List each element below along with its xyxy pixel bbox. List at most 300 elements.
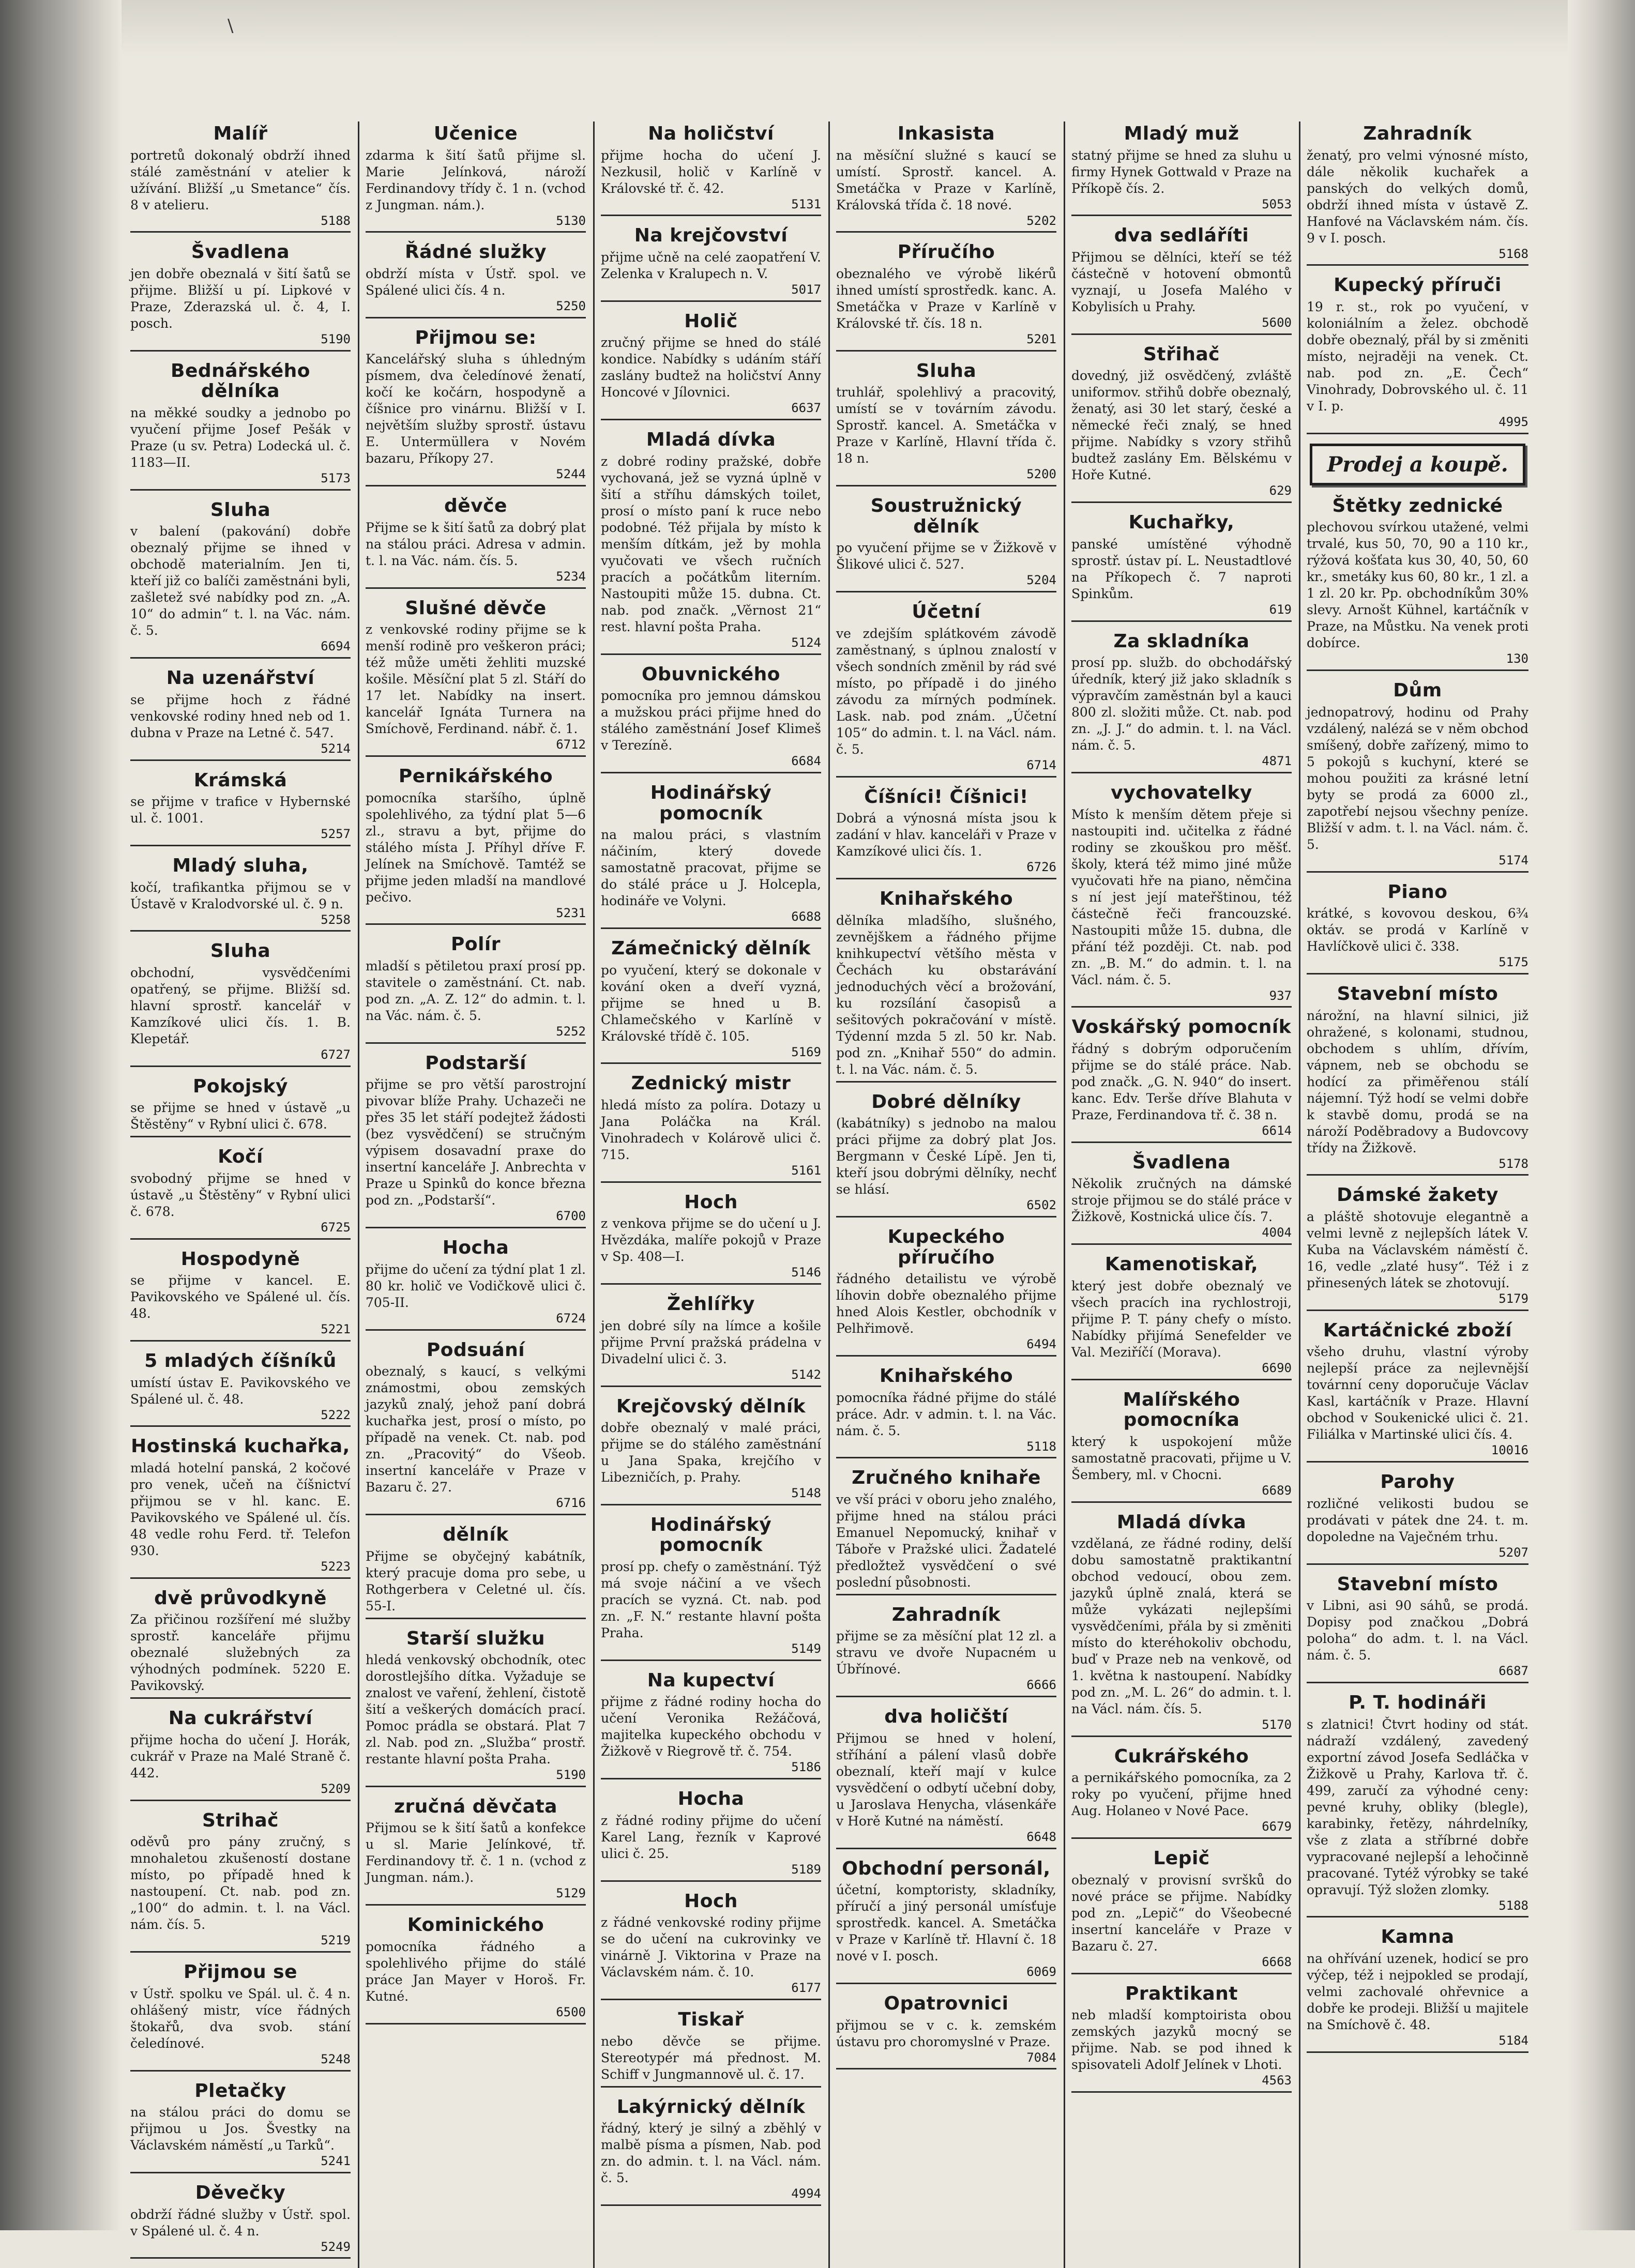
ad-text: v Ústř. spolku ve Spál. ul. č. 4 n. ohlášený mistr, více řádných štokařů, dva svob. stání čeledínové. (130, 1986, 351, 2051)
ad-code: 5204 (1026, 573, 1056, 588)
classified-ad (1307, 1472, 1528, 1564)
column-4 (830, 121, 1065, 2268)
ad-text: na stálou práci do domu se přijmou u Jos. Švestky na Václavském náměstí „u Tarků“. (130, 2105, 351, 2153)
column-3 (595, 121, 830, 2268)
ad-title: Stavební místo (1337, 983, 1498, 1004)
ad-code: 6716 (556, 1496, 586, 1511)
ad-code: 5209 (321, 1782, 351, 1797)
classified-ad (366, 1628, 586, 1787)
classified-ad (130, 500, 351, 659)
ad-text: obeznalého ve výrobě likérů ihned umístí sprostředk. kanc. A. Smetáčka v Praze v Karlíně v Královské tř. čís. 18 n. (836, 266, 1056, 331)
ad-code: 6679 (1262, 1819, 1292, 1834)
ad-text: ženatý, pro velmi výnosné místo, dále několik kuchařek a panských do velkých domů, obdrží ihned místa v ústavě Z. Hanfové na Václavském nám. čís. 9 v I. posch. (1307, 147, 1528, 246)
classified-ad (1071, 1017, 1292, 1143)
ad-code: 5053 (1262, 196, 1292, 211)
classified-ad (601, 2010, 821, 2088)
classified-ad (836, 1859, 1056, 1984)
ad-title: Děvečky (195, 2182, 286, 2204)
ad-code: 5221 (321, 1322, 351, 1337)
ad-code: 5188 (1498, 1898, 1528, 1913)
classified-ad (1307, 1574, 1528, 1683)
ad-text: obdrží řádné služby v Ústř. spol. v Spálené ul. č. 4 n. (130, 2206, 351, 2239)
ad-code: 6700 (556, 1209, 586, 1224)
ad-title: 5 mladých číšníků (144, 1350, 337, 1372)
ad-title: Malířského pomocníka (1123, 1389, 1240, 1431)
ad-text: jen dobře obeznalá v šití šatů se přijme. Bližší u pí. Lipkové v Praze, Zderazská ul. č. 4, I. posch. (130, 266, 351, 331)
classified-ad (601, 2097, 821, 2206)
ad-code: 5184 (1498, 2033, 1528, 2048)
ad-text: svobodný přijme se hned v ústavě „u Štěstěny“ v Rybní ulici č. 678. (130, 1170, 351, 1219)
ad-text: zdarma k šití šatů přijme sl. Marie Jelínková, nároží Ferdinandovy třídy č. 1 n. (vchod z Jungman. nám.). (366, 147, 586, 212)
ad-title: zručná děvčata (394, 1795, 557, 1817)
ad-text: přijme se za měsíční plat 12 zl. a stravu ve dvoře Nupacném u Úbřínové. (836, 1628, 1056, 1677)
ad-text: plechovou svírkou utažené, velmi trvalé, kus 50, 70, 90 a 110 kr., rýžová košťata kus 30, 40, 50, 60 kr., smetáky kus 60, 80 kr., 1 zl. a 1 zl. 20 kr. Pp. obchodníkům 30% slevy. Arnošt Kühnel, kartáčník v Praze, na Můstku. Na venek proti dobírce. (1307, 520, 1528, 651)
classified-ad (130, 1351, 351, 1427)
ad-text: (kabátníky) s jednobo na malou práci přijme za dobrý plat Jos. Bergmann v České Lípě. Jen ti, kteří jsou dobrými dělníky, nechť se hlásí. (836, 1116, 1056, 1197)
ad-title: Na krejčovství (634, 225, 788, 247)
ad-title: Krejčovský dělník (616, 1395, 806, 1417)
classified-ad (836, 1092, 1056, 1217)
ad-title: Pokojský (193, 1075, 288, 1097)
classified-ad (366, 1915, 586, 2024)
ad-code: 5257 (321, 827, 351, 842)
ad-code: 5129 (556, 1886, 586, 1901)
classified-ad (1307, 1185, 1528, 1311)
ad-title: Na cukrářství (168, 1708, 313, 1729)
ad-code: 6725 (321, 1220, 351, 1235)
ad-title: děvče (444, 495, 507, 517)
ad-code: 629 (1269, 483, 1292, 498)
ad-title: Polír (450, 934, 501, 955)
ad-text: na měkké soudky a jednobo po vyučení přijme Josef Pešák v Praze (u sv. Petra) Lodecká ul. č. 1183—II. (130, 405, 351, 470)
ad-title: dvě průvodkyně (154, 1587, 327, 1609)
ad-text: a pláště shotovuje elegantně a velmi levně z nejlepších látek V. Kuba na Václavském náměstí č. 16, vedle „zlaté husy“. Též i z přinesených látek se zhotovují. (1307, 1209, 1528, 1290)
ad-title: Na kupectví (647, 1669, 775, 1691)
ad-title: Kočí (218, 1146, 263, 1168)
ad-code: 6714 (1026, 757, 1056, 772)
ad-text: z řádné venkovské rodiny přijme se do učení na cukrovinky ve vinárně J. Viktorina v Praze na Václavském nám. č. 10. (601, 1915, 821, 1980)
classified-ad (601, 1670, 821, 1779)
ad-text: jednopatrový, hodinu od Prahy vzdálený, nalézá se v něm obchod smíšený, dobře zařízený, mimo to 5 pokojů s kuchyní, které se mohou použiti za krásné letní byty se prodá za 6000 zl., zapotřebí nejsou všechny peníze. Bližší v adm. t. l. na Václ. nám. č. 5. (1307, 704, 1528, 852)
ad-title: Kamna (1381, 1926, 1455, 1948)
ad-text: obeznalý, s kaucí, s velkými známostmi, obou zemských jazyků znalý, jehož paní dobrá kuchařka jest, prosí o místo, po případě na venek. Ct. nab. pod zn. „Pracovitý“ do Všeob. insertní kanceláře v Praze v Bazaru č. 27. (366, 1364, 586, 1495)
ad-text: který jest dobře obeznalý ve všech pracích ina rychlostroji, přijme P. T. pány chefy o místo. Nabídky přijímá Senefelder ve Val. Meziříčí (Morava). (1071, 1278, 1292, 1360)
ad-text: kočí, trafikantka přijmou se v Ústavě v Kralodvorské ul. č. 9 n. (130, 879, 351, 911)
ad-title: Kamenotiskař, (1104, 1254, 1259, 1275)
classified-ad (601, 1073, 821, 1182)
ad-title: Zahradník (1363, 123, 1472, 144)
classified-ad (1071, 344, 1292, 503)
ad-code: 5190 (321, 331, 351, 346)
ad-title: Dobré dělníky (871, 1091, 1021, 1113)
ad-code: 5142 (791, 1367, 821, 1382)
ad-text: obdrží místa v Ústř. spol. ve Spálené ulici čís. 4 n. (366, 266, 586, 298)
ad-code: 5174 (1498, 853, 1528, 867)
ad-text: přijme se pro větší parostrojní pivovar blíže Prahy. Uchazeči ne přes 35 let stáří podejtež žádosti (bez vysvědčení) se stručným výpisem dosavadní praxe do insertní kanceláře J. Anbrechta v Praze u Spinků do konce března pod zn. „Podstarší“. (366, 1077, 586, 1208)
classified-ad (130, 1962, 351, 2071)
ad-text: Přijme se obyčejný kabátník, který pracuje doma pro sebe, u Rothgerbera v Celetné ul. čís. 55-I. (366, 1548, 586, 1614)
classified-ad (601, 1789, 821, 1881)
classified-ad (130, 1436, 351, 1578)
ad-code: 6502 (1026, 1198, 1056, 1213)
classified-ad (1307, 124, 1528, 266)
classified-ad (601, 1294, 821, 1387)
ad-text: panské umístěné výhodně sprostř. ústav pí. L. Neustadtlové na Příkopech č. 7 naproti Spinkům. (1071, 536, 1292, 601)
ad-text: mladá hotelní panská, 2 kočové pro venek, učeň na číšnictví přijmou se v hl. kanc. E. Pavikovského ve Spálené ul. čís. 48 vedle rohu Ferd. tř. Telefon 930. (130, 1460, 351, 1559)
classified-ad (130, 2081, 351, 2173)
ad-text: mladší s pětiletou praxí prosí pp. stavitele o zaměstnání. Ct. nab. pod zn. „A. Z. 12“ do admin. t. l. na Vác. nám. č. 5. (366, 958, 586, 1023)
ad-title: Lakýrnický dělník (616, 2096, 806, 2118)
ad-code: 6689 (1262, 1483, 1292, 1498)
ad-text: všeho druhu, vlastní výroby nejlepší práce za nejlevnější továrnní ceny doporučuje Václav Kasl, kartáčník v Praze. Hlavní obchod v Soukenické ulici č. 21. Filiálka v Martinské ulici čís. 4. (1307, 1344, 1528, 1442)
ad-code: 5161 (791, 1163, 821, 1178)
ad-text: řádný, který je silný a zběhlý v malbě písma a písmen, Nab. pod zn. do admin. t. l. na Václ. nám. č. 5. (601, 2121, 821, 2186)
ad-code: 5179 (1498, 1291, 1528, 1306)
ad-title: Mladý muž (1124, 123, 1239, 144)
ad-title: Strihač (202, 1809, 279, 1831)
classified-ad (366, 766, 586, 925)
ad-title: Inkasista (897, 123, 995, 144)
ad-code: 6724 (556, 1311, 586, 1326)
ad-title: Střihač (1143, 343, 1220, 365)
classified-ad (601, 783, 821, 929)
ad-text: pomocníka staršího, úplně spolehlivého, za týdní plat 5—6 zl., stravu a byt, přijme do stálého místa J. Příhyl dříve F. Jelínek na Smíchově. Tamtéž se přijme jeden mladší na mandlové pečivo. (366, 790, 586, 905)
ad-code: 5600 (1262, 315, 1292, 330)
ad-code: 5017 (791, 282, 821, 297)
classified-ad (1307, 882, 1528, 975)
ad-text: Přijme se k šití šatů za dobrý plat na stálou práci. Adresa v admin. t. l. na Vác. nám. čís. 5. (366, 520, 586, 568)
classified-ad (601, 311, 821, 420)
classified-ad (1071, 124, 1292, 216)
ad-title: Příručího (897, 241, 995, 263)
classified-ad (1071, 1848, 1292, 1974)
ad-text: Přijmou se hned v holení, stříhání a pálení vlasů dobře obeznalí, kteří mají v kulce vysvědčení o odbytí učební doby, u Jaroslava Henycha, vlásenkáře v Horě Kutné na náměstí. (836, 1730, 1056, 1829)
ad-code: 5250 (556, 298, 586, 313)
ad-title: Cukrářského (1114, 1745, 1249, 1767)
ad-title: Řádné služky (404, 241, 547, 263)
ad-code: 6690 (1262, 1360, 1292, 1375)
ad-text: po vyučení, který se dokonale v kování oken a dveří vyzná, přijme se hned u B. Chlamečského v Karlíně v Královské třídě č. 105. (601, 962, 821, 1044)
ad-code: 6494 (1026, 1337, 1056, 1352)
ad-title: Krámská (193, 769, 287, 791)
classified-ad (366, 934, 586, 1043)
ad-text: zručný přijme se hned do stálé kondice. Nabídky s udáním stáří zaslány budtež na holičství Anny Honcové v Jílovnici. (601, 335, 821, 400)
ad-text: se přijme se hned v ústavě „u Štěstěny“ v Rybní ulici č. 678. (130, 1100, 351, 1132)
ad-title: Opatrovnici (884, 1993, 1009, 2015)
ad-text: Několik zručných na dámské stroje přijmou se do stálé práce v Žižkově, Kostnická ulice čís. 7. (1071, 1176, 1292, 1225)
classified-ad (130, 1708, 351, 1801)
ad-title: vychovatelky (1111, 782, 1252, 803)
classifieds-grid (124, 121, 1536, 2254)
ad-code: 6687 (1498, 1664, 1528, 1679)
ad-text: vzdělaná, ze řádné rodiny, delší dobu samostatně praktikantní obchod vedoucí, obou zem. jazyků úplně znalá, která se může vykázati nejlepšími vysvědčeními, přála by si změniti místo do kteréhokoliv obchodu, buď v Praze neb na venkově, od 1. května k nastoupení. Nabídky pod zn. „M. L. 26“ do admin. t. l. na Václ. nám. čís. 5. (1071, 1536, 1292, 1717)
ad-title: Pletačky (194, 2080, 286, 2102)
classified-ad (836, 889, 1056, 1083)
ad-text: neb mladší komptoirista obou zemských jazyků mocný se přijme. Nab. se pod ihned k spisovateli Adolf Jelínek v Lhoti. (1071, 2007, 1292, 2073)
ad-text: řádného detailistu ve výrobě líhovin dobře obeznalého přijme hned Alois Kestler, obchodník v Pelhřimově. (836, 1271, 1056, 1336)
ad-title: Starší služku (406, 1627, 545, 1649)
classified-ad (1307, 984, 1528, 1176)
ad-title: Kartáčnické zboží (1323, 1319, 1512, 1341)
ad-title: Holič (684, 310, 738, 332)
classified-ad (1307, 1927, 1528, 2052)
ad-code: 5148 (791, 1486, 821, 1501)
ad-title: Švadlena (191, 241, 290, 263)
ad-text: jen dobré síly na límce a košile přijme První pražská prádelna v Divadelní ulici č. 3. (601, 1318, 821, 1366)
classified-ad (1071, 1746, 1292, 1839)
classified-ad (130, 1076, 351, 1138)
ad-title: Dámské žakety (1337, 1184, 1498, 1206)
ad-title: Kominického (407, 1914, 544, 1936)
column-1 (124, 121, 359, 2268)
ad-code: 5124 (791, 635, 821, 650)
ad-title: Na uzenářství (166, 667, 315, 689)
ad-title: Na holičství (648, 123, 774, 144)
classified-ad (601, 124, 821, 216)
classified-ad (366, 598, 586, 757)
ad-code: 5252 (556, 1024, 586, 1039)
ad-text: který k uspokojení může samostatně pracovati, přijme u V. Šembery, ml. v Chocni. (1071, 1434, 1292, 1482)
ad-text: přijme z řádné rodiny hocha do učení Veronika Režáčová, majitelka kupeckého obchodu v Žižkově v Riegrově tř. č. 754. (601, 1694, 821, 1759)
classified-ad (130, 856, 351, 932)
ad-title: Hodinářský pomocník (650, 782, 772, 824)
ad-text: účetní, komptoristy, skladníky, příručí a jiný personál umísťuje sprostředk. kancel. A. Smetáčka v Praze v Karlíně tř. Hlavní č. 18 nové v I. posch. (836, 1882, 1056, 1964)
ad-title: dva sedláříti (1114, 225, 1249, 247)
ad-title: Piano (1387, 881, 1448, 903)
ad-title: P. T. hodináři (1349, 1692, 1487, 1713)
ad-title: Voskářský pomocník (1071, 1016, 1292, 1038)
classified-ad (836, 124, 1056, 233)
classified-ad (836, 1605, 1056, 1697)
ad-code: 6688 (791, 909, 821, 924)
ad-title: Učenice (433, 123, 518, 144)
classified-ad (836, 1227, 1056, 1357)
ad-text: z řádné rodiny přijme do učení Karel Lang, řezník v Kaprové ulici č. 25. (601, 1813, 821, 1861)
ad-title: Účetní (912, 601, 981, 623)
ad-text: dovedný, již osvědčený, zvláště uniformov. střihů dobře obeznalý, ženatý, asi 30 let starý, české a německé řeči znalý, se hned přijme. Nabídky s vzory střihů budtež zaslány Em. Bělskému v Hoře Kutné. (1071, 368, 1292, 483)
classified-ad (1071, 783, 1292, 1008)
classified-ad (1307, 496, 1528, 671)
ad-code: 5189 (791, 1862, 821, 1877)
column-2 (359, 121, 595, 2268)
ad-text: přijmou se v c. k. zemském ústavu pro choromyslné v Praze. (836, 2017, 1056, 2049)
column-5 (1065, 121, 1300, 2268)
ad-title: Kupeckého příručího (887, 1226, 1005, 1268)
classified-ad (836, 1707, 1056, 1849)
ad-text: přijme učně na celé zaopatření V. Zelenka v Kralupech n. V. (601, 249, 821, 281)
ad-text: prosí pp. chefy o zaměstnání. Týž má svoje náčiní a ve všech pracích se vyzná. Ct. nab. pod zn. „F. N.“ restante hlavní pošta Praha. (601, 1559, 821, 1641)
ad-code: 6500 (556, 2004, 586, 2019)
ad-code: 5202 (1026, 213, 1056, 228)
ad-text: s zlatnici! Čtvrt hodiny od stát. nádraží vzdálený, zavedený exportní závod Josefa Sedláčka v Žižkově u Prahy, Karlova tř. č. 499, zaručí za výhodné ceny: pevné kruhy, obliky (blegle), karabinky, řetězy, náhrdelníky, vše z zlata a stříbrné dobře vypracované nejlepší a lehočinně pracované. Tytéž výrobky se také opravují. Týž složen zlomky. (1307, 1716, 1528, 1897)
ad-code: 5149 (791, 1641, 821, 1656)
column-6 (1300, 121, 1536, 2268)
ad-title: dělník (443, 1524, 509, 1545)
classified-ad (366, 1238, 586, 1330)
ad-title: Lepič (1153, 1848, 1210, 1869)
ad-text: pomocníka řádné přijme do stálé práce. Adr. v admin. t. l. na Vác. nám. č. 5. (836, 1390, 1056, 1438)
classified-ad (130, 242, 351, 351)
ad-text: nebo děvče se přijme. Stereotypér má přednost. M. Schiff v Jungmannově ul. č. 17. (601, 2033, 821, 2082)
ad-code: 6648 (1026, 1829, 1056, 1844)
classified-ad (836, 361, 1056, 486)
ad-code: 6614 (1262, 1123, 1292, 1138)
ad-code: 6712 (556, 737, 586, 752)
classified-ad (601, 1396, 821, 1505)
ad-text: přijme do učení za týdní plat 1 zl. 80 kr. holič ve Vodičkově ulici č. 705-II. (366, 1261, 586, 1310)
ad-code: 5241 (321, 2154, 351, 2169)
ad-text: prosí pp. služb. do obchodářský úředník, který již jako skladník s výpravčím zaměstnán byl a kauci 800 zl. složiti může. Ct. nab. pod zn. „J. J.“ do admin. t. l. na Václ. nám. č. 5. (1071, 655, 1292, 753)
ad-title: Číšníci! Číšnici! (864, 786, 1028, 808)
ad-title: Podsuání (426, 1339, 525, 1361)
classified-ad (836, 496, 1056, 592)
ad-code: 6694 (321, 639, 351, 654)
classified-ad (836, 242, 1056, 351)
ad-title: Zahradník (891, 1604, 1001, 1625)
ad-text: truhlář, spolehlivý a pracovitý, umístí se v továrním závodu. Sprostř. kancel. A. Smetáčka v Praze v Karlíně, Hlavní třída č. 18 n. (836, 385, 1056, 466)
ad-title: Hocha (442, 1237, 509, 1259)
ad-text: na malou práci, s vlastním náčiním, který dovede samostatně pracovat, přijme se do stálé práce u J. Holcepla, hodináře ve Volyni. (601, 827, 821, 909)
classified-ad (366, 1340, 586, 1515)
ad-code: 130 (1506, 651, 1528, 666)
ad-title: Zručného knihaře (852, 1467, 1041, 1489)
classified-ad (601, 430, 821, 654)
classified-ad (1071, 1254, 1292, 1380)
ad-text: Kancelářský sluha s úhledným písmem, dva čeledínové ženatí, kočí ke kočárn, hospodyně a číšnice pro vinárnu. Bližší v I. největším služby sprostř. ústavu E. Untermüllera v Novém bazaru, Příkopy 27. (366, 352, 586, 466)
ad-code: 5222 (321, 1407, 351, 1422)
ad-title: Knihařského (879, 888, 1013, 909)
ad-code: 7084 (1026, 2050, 1056, 2065)
ad-text: a pernikářského pomocníka, za 2 roky po vyučení, přijme hned Aug. Holaneo v Nové Pace. (1071, 1770, 1292, 1819)
ad-code: 5244 (556, 467, 586, 482)
classified-ad (366, 1053, 586, 1228)
ad-text: pomocníka řádného a spolehlivého přijme do stálé práce Jan Mayer v Horoš. Fr. Kutné. (366, 1939, 586, 2004)
ad-title: Dům (1393, 680, 1442, 702)
classified-ad (130, 770, 351, 846)
ad-text: ve vší práci v oboru jeho znalého, přijme hned na stálou práci Emanuel Nepomucký, knihař v Táboře v Pražské ulici. Žadatelé předložtež vysvědčení o své poslední působnosti. (836, 1491, 1056, 1590)
ad-title: Obchodní personál, (842, 1858, 1051, 1879)
ad-text: v Libni, asi 90 sáhů, se prodá. Dopisy pod značkou „Dobrá poloha“ do adm. t. l. na Václ. nám. č. 5. (1307, 1598, 1528, 1663)
classified-ad (366, 1797, 586, 1906)
ad-text: ve zdejším splátkovém závodě zaměstnaný, s úplnou znalostí v všech sondních změnil by rád své místo, po případě i do jiného závodu za mírných podmínek. Lask. nab. pod znám. „Účetní 105“ do admin. t. l. na Václ. nám. č. 5. (836, 626, 1056, 757)
ad-title: Hoch (684, 1191, 738, 1213)
classified-ad (130, 668, 351, 760)
classified-ad (1307, 275, 1528, 434)
ad-code: 5175 (1498, 955, 1528, 970)
classified-ad (1071, 1984, 1292, 2093)
ad-text: Přijmou se k šití šatů a konfekce u sl. Marie Jelínkové, tř. Ferdinandovy tř. č. 1 n. (vchod z Jungman. nám.). (366, 1820, 586, 1885)
ad-text: přijme hocha do učení J. Horák, cukrář v Praze na Malé Straně č. 442. (130, 1732, 351, 1781)
ad-code: 5231 (556, 905, 586, 920)
ad-code: 5146 (791, 1265, 821, 1280)
ad-title: Hocha (677, 1788, 745, 1810)
ad-text: přijme hocha do učení J. Nezkusil, holič v Karlíně v Královské tř. č. 42. (601, 147, 821, 196)
classified-ad (366, 124, 586, 233)
ad-code: 5170 (1262, 1717, 1292, 1732)
ad-code: 5223 (321, 1559, 351, 1574)
ad-title: Tiskař (678, 2009, 744, 2031)
ad-code: 4995 (1498, 414, 1528, 429)
ad-code: 6666 (1026, 1678, 1056, 1693)
ad-title: Hospodyně (180, 1248, 300, 1270)
classified-ad (601, 664, 821, 773)
ad-text: krátké, s kovovou deskou, 6¾ oktáv. se prodá v Karlíně v Havlíčkově ulici č. 338. (1307, 906, 1528, 954)
classified-ad (130, 1147, 351, 1239)
ad-code: 5173 (321, 470, 351, 485)
ad-title: Knihařského (879, 1365, 1013, 1387)
ad-code: 5186 (791, 1760, 821, 1775)
ad-title: Praktikant (1125, 1983, 1238, 2004)
ad-code: 6684 (791, 754, 821, 769)
ad-code: 5168 (1498, 246, 1528, 261)
ad-title: Kupecký příruči (1334, 275, 1502, 296)
ad-title: Žehlířky (667, 1293, 755, 1315)
ad-text: se přijme hoch z řádné venkovské rodiny hned neb od 1. dubna v Praze na Letné č. 547. (130, 692, 351, 740)
classified-ad (130, 1588, 351, 1699)
ad-code: 6727 (321, 1047, 351, 1062)
classified-ad (836, 1468, 1056, 1595)
ad-code: 4004 (1262, 1225, 1292, 1240)
classified-ad (601, 1515, 821, 1661)
ad-title: Hodinářský pomocník (650, 1514, 772, 1556)
top-shade (0, 0, 1635, 57)
ad-code: 5190 (556, 1768, 586, 1783)
ad-text: Místo k menším dětem přeje si nastoupiti ind. učitelka z řádné rodiny se zkouškou pro měšť. školy, která též mimo jiné může vyučovati hře na piano, němčina s ní jest její mateřštinou, též částečně řeči francouzské. Nastoupiti může 15. dubna, dle přání též později. Ct. nab. pod zn. „B. M.“ do admin. t. l. na Václ. nám. č. 5. (1071, 806, 1292, 987)
ad-text: obchodní, vysvědčeními opatřený, se přijme. Bližší sd. hlavní sprostř. kancelář v Kamzíkové ulici čís. 1. B. Klepetář. (130, 965, 351, 1046)
ad-title: dva holičští (884, 1706, 1008, 1728)
ad-title: Štětky zednické (1332, 495, 1503, 516)
ad-title: Soustružnický dělník (870, 495, 1022, 537)
ad-code: 6177 (791, 1981, 821, 1996)
top-marks: \ (228, 16, 234, 36)
ad-text: pomocníka pro jemnou dámskou a mužskou práci přijme hned do stálého zaměstnání Josef Klimeš v Terezíně. (601, 688, 821, 753)
ad-text: 19 r. st., rok po vyučení, v koloniálním a želez. obchodě dobře obeznalý, přál by si změniti místo, nejraději na venek. Ct. nab. pod zn. „E. Čech“ Vinohrady, Dobrovského ul. č. 11 v I. p. (1307, 299, 1528, 414)
classified-ad (836, 1366, 1056, 1458)
ad-title: Sluha (210, 940, 271, 962)
ad-code: 4563 (1262, 2073, 1292, 2088)
ad-code: 5219 (321, 1933, 351, 1948)
classified-ad (1071, 225, 1292, 334)
ad-title: Bednářského dělníka (171, 360, 310, 402)
ad-title: Zámečnický dělník (611, 937, 811, 959)
ad-title: Za skladníka (1113, 630, 1250, 652)
ad-code: 5200 (1026, 467, 1056, 482)
ad-code: 6668 (1262, 1954, 1292, 1969)
classified-ad (1071, 1390, 1292, 1503)
ad-title: Švadlena (1132, 1151, 1231, 1173)
ad-code: 6637 (791, 401, 821, 416)
ad-code: 6726 (1026, 860, 1056, 875)
ad-code: 619 (1269, 602, 1292, 617)
ad-code: 5258 (321, 912, 351, 927)
classified-ad (601, 225, 821, 301)
left-binding-shade (0, 0, 122, 2230)
ad-title: Slušné děvče (405, 597, 547, 619)
ad-code: 937 (1269, 988, 1292, 1003)
classified-ad (836, 602, 1056, 777)
ad-text: z venkova přijme se do učení u J. Hvězdáka, malíře pokojů v Praze v Sp. 408—I. (601, 1216, 821, 1265)
ad-text: Přijmou se dělníci, kteří se též částečně v hotovení obmontů vyznají, u Josefa Malého v Kobylisích u Prahy. (1071, 249, 1292, 314)
ad-text: dobře obeznalý v malé práci, přijme se do stálého zaměstnání u Jana Spaka, krejčího v Libezničích, p. Prahy. (601, 1420, 821, 1485)
ad-title: Zednický mistr (631, 1073, 791, 1094)
ad-code: 5169 (791, 1044, 821, 1059)
ad-title: Obuvnického (641, 663, 781, 685)
ad-title: Pernikářského (398, 765, 553, 787)
ad-text: obeznalý v provisní svršků do nové práce se přijme. Nabídky pod zn. „Lepič“ do Všeobecné insertní kanceláře v Praze v Bazaru č. 27. (1071, 1872, 1292, 1954)
ad-text: po vyučení přijme se v Žižkově v Šlikové ulici č. 527. (836, 540, 1056, 572)
classified-ad (366, 496, 586, 588)
ad-code: 5118 (1026, 1439, 1056, 1454)
